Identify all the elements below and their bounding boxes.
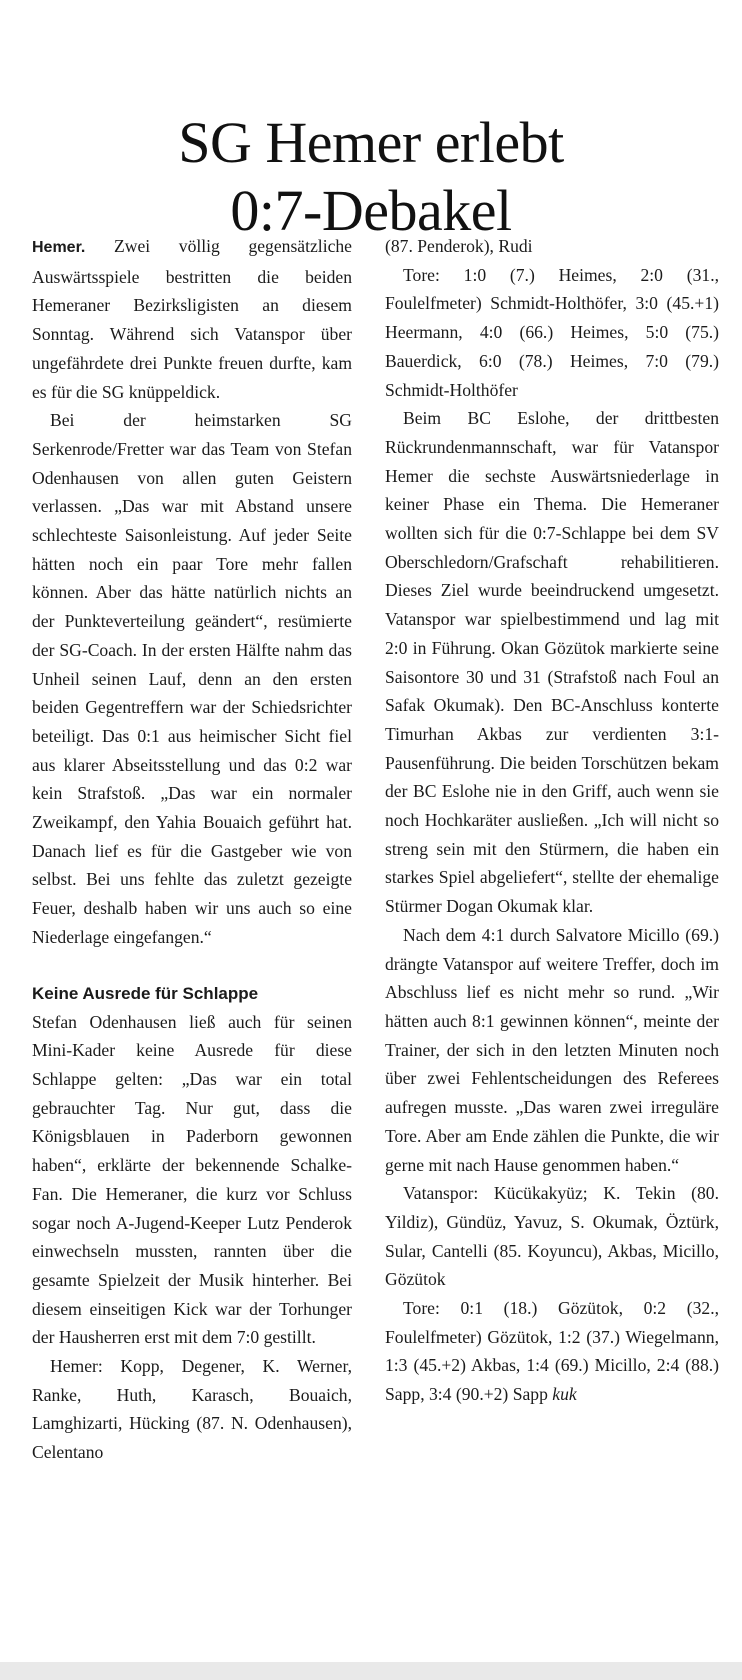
headline-line-2: 0:7-Debakel	[230, 177, 512, 243]
paragraph: Beim BC Eslohe, der drittbesten Rückrundenmannschaft, war für Vatanspor Hemer die sechste Auswärtsniederlage in keiner Phase ein Thema. Die Hemeraner wollten sich für die 0:7-Schlappe bei dem SV Oberschledorn/Grafschaft rehabilitieren. Dieses Ziel wurde beeindruckend umgesetzt. Vatanspor war spielbestimmend und lag mit 2:0 in Führung. Okan Gözütok markierte seine Saisontore 30 und 31 (Strafstoß nach Foul an Safak Okumak). Den BC-Anschluss konterte Timurhan Akbas zur verdienten 3:1-Pausenführung. Die beiden Torschützen bekam der BC Eslohe nie in den Griff, auch wenn sie noch Hochkaräter ausließen. „Ich will nicht so streng sein mit den Stürmern, die haben ein starkes Spiel abgeliefert“, stellte der ehemalige Stürmer Dogan Okumak klar.	[385, 408, 719, 917]
paragraph: Nach dem 4:1 durch Salvatore Micillo (69.) drängte Vatanspor auf weitere Treffer, doch im Abschluss lief es nicht mehr so rund. „Wir hätten auch 8:1 gewinnen können“, meinte der Trainer, der sich in den letzten Minuten noch über zwei Fehlentscheidungen des Referees aufregen musste. „Das waren zwei irreguläre Tore. Aber am Ende zählen die Punkte, die wir gerne mit nach Hause genommen haben.“	[385, 924, 719, 1175]
lineup-hemer: Hemer: Kopp, Degener, K. Werner, Ranke, Huth, Karasch, Bouaich, Lamghizarti, Hücking (87. N. Odenhausen), Celentano	[32, 1356, 352, 1463]
goals-hemer: Tore: 1:0 (7.) Heimes, 2:0 (31., Foulelfmeter) Schmidt-Holthöfer, 3:0 (45.+1) Heermann, 4:0 (66.) Heimes, 5:0 (75.) Bauerdick, 6:0 (78.) Heimes, 7:0 (79.) Schmidt-Holthöfer	[385, 264, 719, 400]
headline	[0, 109, 742, 245]
footer-bar	[0, 1662, 742, 1680]
dateline: Hemer.	[32, 239, 86, 256]
article-column-right	[385, 232, 719, 1409]
paragraph: Stefan Odenhausen ließ auch für seinen Mini-Kader keine Ausrede für diese Schlappe gelten: „Das war ein total gebrauchter Tag. Nur gut, dass die Königsblauen in Paderborn gewonnen haben“, erklärte der bekennende Schalke-Fan. Die Hemeraner, die kurz vor Schluss sogar noch A-Jugend-Keeper Lutz Penderok einwechseln mussten, rannten über die gesamte Spielzeit der Musik hinterher. Bei diesem einseitigen Kick war der Torhunger der Hausherren erst mit dem 7:0 gestillt.	[32, 1011, 352, 1348]
paragraph: Bei der heimstarken SG Serkenrode/Fretter war das Team von Stefan Odenhausen von allen guten Geistern verlassen. „Das war mit Abstand unsere schlechteste Saisonleistung. Auf jeder Seite hätten noch ein paar Tore mehr fallen können. Aber das hätte natürlich nichts an der Punkteverteilung geändert“, resümierte der SG-Coach. In der ersten Hälfte nahm das Unheil seinen Lauf, denn an den ersten beiden Gegentreffern war der Schiedsrichter beteiligt. Das 0:1 aus heimischer Sicht fiel aus klarer Abseitsstellung und das 0:2 war kein Strafstoß. „Das war ein normaler Zweikampf, den Yahia Bouaich geführt hat. Danach lief es für die Gastgeber wie von selbst. Bei uns fehlte das zuletzt gezeigte Feuer, deshalb haben wir uns auch so eine Niederlage eingefangen.“	[32, 410, 352, 947]
intro-text: Zwei völlig gegensätzliche Auswärtsspiele bestritten die beiden Hemeraner Bezirksligisten an diesem Sonntag. Während sich Vatanspor über ungefährdete drei Punkte freuen durfte, kam es für die SG knüppeldick.	[32, 236, 352, 402]
headline-line-1: SG Hemer erlebt	[178, 109, 564, 175]
author-tag: kuk	[552, 1384, 577, 1405]
lineup-vatanspor: Vatanspor: Kücükakyüz; K. Tekin (80. Yildiz), Gündüz, Yavuz, S. Okumak, Öztürk, Sular, Cantelli (85. Koyuncu), Akbas, Micillo, Gözütok	[385, 1183, 719, 1290]
article-column-left	[32, 232, 352, 1467]
subheading: Keine Ausrede für Schlappe	[32, 983, 259, 1003]
paragraph-intro	[32, 232, 352, 406]
lineup-continued: (87. Penderok), Rudi	[385, 236, 533, 256]
goals-text: Tore: 0:1 (18.) Gözütok, 0:2 (32., Foulelfmeter) Gözütok, 1:2 (37.) Wiegelmann, 1:3 (45.+2) Akbas, 1:4 (69.) Micillo, 2:4 (88.) Sapp, 3:4 (90.+2) Sapp	[385, 1298, 719, 1405]
goals-vatanspor	[385, 1294, 719, 1409]
